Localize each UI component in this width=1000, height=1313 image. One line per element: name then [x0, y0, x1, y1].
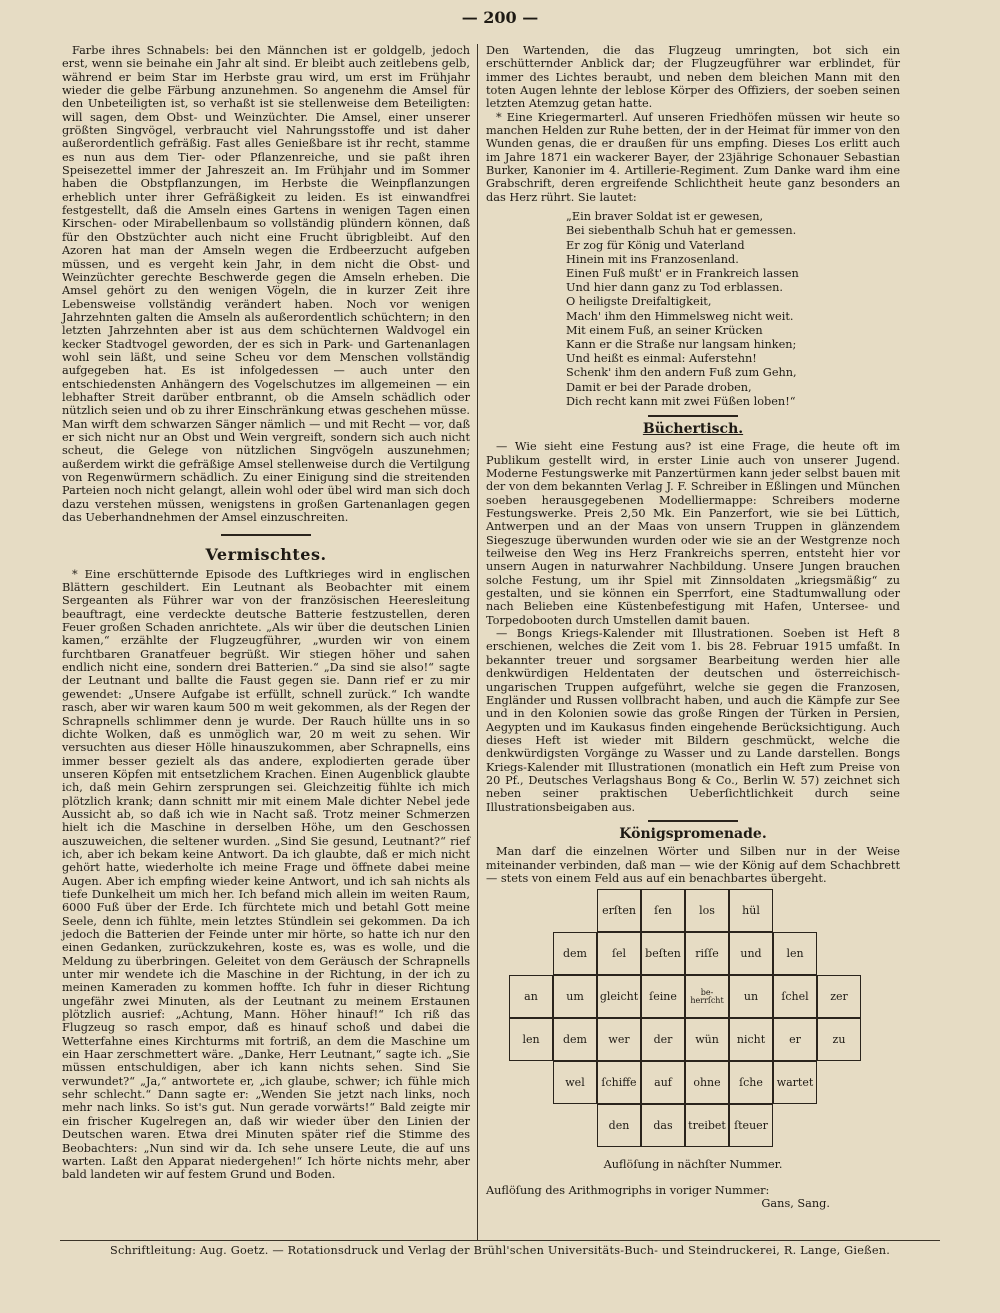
puzzle-cell: len — [509, 1018, 553, 1061]
puzzle-cell: nicht — [729, 1018, 773, 1061]
poem-line: Hinein mit ins Franzosenland. — [566, 252, 739, 266]
puzzle-caption: Auflöſung in nächſter Nummer. — [603, 1158, 783, 1172]
column-divider — [477, 44, 478, 1240]
puzzle-cell: riſſe — [685, 932, 729, 975]
puzzle-cell: wer — [597, 1018, 641, 1061]
puzzle-cell: treibet — [685, 1104, 729, 1147]
puzzle-cell: len — [773, 932, 817, 975]
solution-line: Auflöſung des Arithmogriphs in voriger Nummer: — [486, 1183, 770, 1197]
section-rule — [648, 415, 738, 417]
poem-line: Damit er bei der Parade droben, — [566, 380, 752, 394]
poem-line: Und heißt es einmal: Auferstehn! — [566, 352, 757, 366]
poem-line: Dich recht kann mit zwei Füßen loben!“ — [566, 394, 796, 408]
article-luftkrieg: * Eine erschütternde Episode des Luftkrieges wird in englischen Blättern geschildert. Ein Leutnant als Beobachter mit einem Sergeanten als Führer war von der französischen Heeresleitung beauftragt, eine verdeckte deutsche Batterie festzustellen, deren Feuer großen Schaden anrichtete. „Als wir über die deutschen Linien kamen,“ erzählte der Flugzeugführer, „wurden wir von einem furchtbaren Granatfeuer begrüßt. Wir stiegen höher und sahen endlich nicht eine, sondern drei Batterien.“ „Da sind sie also!“ sagte der Leutnant und ballte die Faust gegen sie. Dann rief er zu mir gewendet: „Unsere Aufgabe ist erfüllt, schnell zurück.“ Ich wandte rasch, aber wir waren kaum 500 m weit gekommen, als der Regen der Schrapnells schlimmer denn je wurde. Der Rauch hüllte uns in so dichte Wolken, daß es unmöglich war, 20 m weit zu sehen. Wir versuchten aus dieser Hölle hinauszukommen, aber Schrapnells, eins immer besser gezielt als das andere, explodierten gerade über unseren Köpfen mit entsetzlichem Krachen. Einen Augenblick glaubte ich, daß mein Gehirn zersprungen sei. Gleichzeitig fühlte ich mich plötzlich krank; dann schnitt mir mit einem Male dichter Nebel jede Aussicht ab, so daß ich wie in Nacht saß. Trotz meiner Schmerzen hielt ich die Maschine in derselben Höhe, um den Geschossen auszuweichen, die seltener wurden. „Sind Sie gesund, Leutnant?“ rief ich, aber ich bekam keine Antwort. Da ich glaubte, daß er mich nicht gehört hatte, wiederholte ich meine Frage und öffnete dabei meine Augen. Aber ich empfing wieder keine Antwort, und ich sah nichts als tiefe Dunkelheit um mich her. Ich befand mich allein im weiten Raum, 6000 Fuß über der Erde. Ich fürchtete mich und betahl Gott meine Seele, denn ich fühlte, mein letztes Stündlein sei gekommen. Da ich jedoch die Batterien der Feinde unter mir hörte, so hatte ich nur den einen Gedanken, zurückzukehren, koste es, was es wolle, und die Meldung zu überbringen. Geleitet von dem Geräusch der Schrapnells unter mir wendete ich die Maschine in der Richtung, in der ich zu meinen Kameraden zu kommen hoffte. Ich fuhr in dieser Richtung ungefähr zwei Minuten, als der Leutnant zu meinem Erstaunen plötzlich ausrief: „Achtung, Mann. Höher hinauf!“ Ich riß das Flugzeug so rasch empor, daß es hinauf schoß und dabei die Wetterfahne eines Kirchturms mit fortriß, an dem die Maschine um ein Haar zerschmettert wäre. „Danke, Herr Leutnant,“ sagte ich. „Sie müssen entschuldigen, aber ich kann nichts sehen. Sind Sie verwundet?“ „Ja,“ antwortete er, „ich glaube, schwer; ich fühle mich sehr schlecht.“ Dann sagte er: „Wenden Sie jetzt nach links, noch mehr nach links. So ist's gut. Nun gerade vorwärts!“ Bald zeigte mir ein frischer Kugelregen an, daß wir wieder über den Linien der Deutschen waren. Etwa drei Minuten später rief die Stimme des Beobachters: „Nun sind wir da. Ich sehe unsere Leute, die auf uns warten. Laßt den Apparat niedergehen!“ Ich hörte nichts mehr, aber bald landeten wir auf festem Grund und Boden. — [62, 567, 470, 1182]
puzzle-grid — [486, 889, 900, 1154]
article-kriegskalender: — Bongs Kriegs-Kalender mit Illustrationen. Soeben ist Heft 8 erschienen, welches die Zeit vom 1. bis 28. Februar 1915 umfaßt. In bekannter treuer und sorgsamer Bearbeitung werden hier alle denkwürdigen Heldentaten der deutschen und österreichisch-ungarischen Truppen aufgeführt, welche sie gegen die Franzosen, Engländer und Russen vollbracht haben, und auch die Kämpfe zur See und in den Kolonien sowie das große Ringen der Türken in Persien, Aegypten und im Kaukasus finden eingehende Berücksichtigung. Auch dieses Heft ist wieder mit Bildern geschmückt, welche die denkwürdigsten Vorgänge zu Wasser und zu Lande darstellen. Bongs Kriegs-Kalender mit Illustrationen (monatlich ein Heft zum Preise von 20 Pf., Deutsches Verlagshaus Bong & Co., Berlin W. 57) zeichnet sich neben seiner praktischen Ueberſichtlichkeit durch seine Illustrationsbeigaben aus. — [486, 627, 900, 814]
section-rule — [648, 820, 738, 822]
article-luftkrieg-continued: Den Wartenden, die das Flugzeug umringten, bot sich ein erschütternder Anblick dar; der Flugzeugführer war erblindet, für immer des Lichtes beraubt, und neben dem bleichen Mann mit den toten Augen lehnte der leblose Körper des Offiziers, der soeben seinen letzten Atemzug getan hatte. — [486, 44, 900, 111]
right-column — [486, 44, 900, 1210]
poem-line: Schenk' ihm den andern Fuß zum Gehn, — [566, 366, 797, 380]
puzzle-cell: auf — [641, 1061, 685, 1104]
section-heading-vermischtes: Vermischtes. — [205, 545, 327, 565]
puzzle-cell: der — [641, 1018, 685, 1061]
puzzle-cell: ohne — [685, 1061, 729, 1104]
footer-rule — [60, 1240, 940, 1241]
puzzle-cell: hül — [729, 889, 773, 932]
poem-line: Kann er die Straße nur langsam hinken; — [566, 337, 797, 351]
section-heading-koenigspromenade: Königspromenade. — [619, 825, 767, 842]
puzzle-cell: ſche — [729, 1061, 773, 1104]
page-number: — 200 — — [461, 8, 539, 27]
section-rule — [221, 534, 311, 536]
puzzle-cell: um — [553, 975, 597, 1018]
puzzle-cell: be-herrſcht — [685, 975, 729, 1018]
imprint-footer: Schriftleitung: Aug. Goetz. — Rotationsdruck und Verlag der Brühl'schen Universitäts-Buch- und Steindruckerei, R. Lange, Gießen. — [110, 1244, 890, 1257]
puzzle-cell: er — [773, 1018, 817, 1061]
poem-line: Bei siebenthalb Schuh hat er gemessen. — [566, 224, 797, 238]
puzzle-cell: den — [597, 1104, 641, 1147]
puzzle-cell: wel — [553, 1061, 597, 1104]
poem-line: Und hier dann ganz zu Tod erblassen. — [566, 281, 783, 295]
puzzle-cell: ſeine — [641, 975, 685, 1018]
article-festung: — Wie sieht eine Festung aus? ist eine Frage, die heute oft im Publikum gestellt wird, in erster Linie auch von unserer Jugend. Moderne Festungswerke mit Panzertürmen kann jeder selbst bauen mit der von dem bekannten Verlag J. F. Schreiber in Eßlingen und München soeben herausgegebenen Modelliermappe: Schreibers moderne Festungswerke. Preis 2,50 Mk. Ein Panzerfort, wie sie bei Lüttich, Antwerpen und an der Maas von unsern Truppen in glänzendem Siegeszuge überwunden wurden oder wie sie an der Westgrenze noch teilweise den Weg ins Herz Frankreichs sperren, entsteht hier vor unsern Augen in naturwahrer Nachbildung. Unsere Jungen brauchen solche Festung, um ihr Spiel mit Zinnsoldaten „kriegsmäßig“ zu gestalten, und sie können ein Sperrfort, eine Stadtumwallung oder nach Belieben eine Küstenbefestigung mit Hafen, Untersee- und Torpedobooten durch Umstellen damit bauen. — [486, 440, 900, 627]
puzzle-cell: ſteuer — [729, 1104, 773, 1147]
puzzle-cell: und — [729, 932, 773, 975]
puzzle-cell: an — [509, 975, 553, 1018]
section-heading-buechertisch: Büchertisch. — [642, 420, 744, 437]
puzzle-cell: un — [729, 975, 773, 1018]
puzzle-cell: das — [641, 1104, 685, 1147]
puzzle-cell: wün — [685, 1018, 729, 1061]
puzzle-cell: erſten — [597, 889, 641, 932]
article-kriegermarterl: * Eine Kriegermarterl. Auf unseren Friedhöfen müssen wir heute so manchen Helden zur Ruhe betten, der in der Heimat für immer von den Wunden genas, die er draußen für uns empfing. Dieses Los erlitt auch im Jahre 1871 ein wackerer Bayer, der 23jährige Schonauer Sebastian Burker, Kanonier im 4. Artillerie-Regiment. Zum Danke ward ihm eine Grabschrift, deren ergreifende Schlichtheit heute ganz besonders an das Herz rührt. Sie lautet: — [486, 110, 900, 204]
puzzle-cell: zer — [817, 975, 861, 1018]
puzzle-cell: ſen — [641, 889, 685, 932]
puzzle-cell: ſchel — [773, 975, 817, 1018]
puzzle-cell: beſten — [641, 932, 685, 975]
puzzle-cell: zu — [817, 1018, 861, 1061]
puzzle-cell: los — [685, 889, 729, 932]
puzzle-cell: gleicht — [597, 975, 641, 1018]
left-column — [62, 44, 470, 1182]
puzzle-intro: Man darf die einzelnen Wörter und Silben nur in der Weise miteinander verbinden, daß man — wie der König auf dem Schachbrett — stets von einem Feld aus auf ein benachbartes übergeht. — [486, 845, 900, 885]
puzzle-cell: dem — [553, 932, 597, 975]
poem-line: „Ein braver Soldat ist er gewesen, — [566, 210, 764, 224]
article-amsel: Farbe ihres Schnabels: bei den Männchen ist er goldgelb, jedoch erst, wenn sie beinahe ein Jahr alt sind. Er bleibt auch zeitlebens gelb, während er beim Star im Herbste grau wird, um erst im Frühjahr wieder die gelbe Färbung anzunehmen. So angenehm die Amsel für den Unbeteiligten ist, so verhaßt ist sie stellenweise dem Beteiligten: will sagen, dem Obst- und Weinzüchter. Die Amsel, einer unserer größten Singvögel, verbraucht viel Nahrungsstoffe und ist daher außerordentlich gefräßig. Fast alles Genießbare ist ihr recht, stamme es nun aus dem Tier- oder Pflanzenreiche, und sie paßt ihren Speisezettel immer der Jahreszeit an. Im Frühjahr und im Sommer haben die Obstpflanzungen, im Herbste die Weinpflanzungen erheblich unter ihrer Gefräßigkeit zu leiden. Es ist einwandfrei festgestellt, daß die Amseln eines Gartens in wenigen Tagen einen Kirschen- oder Mirabellenbaum so vollständig plündern können, daß für den Obstzüchter auch nicht eine Frucht übrigbleibt. Auf den Azoren hat man der Amseln wegen die Erdbeerzucht aufgeben müssen, und es vergeht kein Jahr, in dem nicht die Obst- und Weinzüchter gerechte Beschwerde gegen die Amseln erheben. Die Amsel gehört zu den wenigen Vögeln, die in kurzer Zeit ihre Lebensweise vollständig verändert haben. Noch vor wenigen Jahrzehnten galten die Amseln als außerordentlich schüchtern; in den letzten Jahrzehnten aber ist aus dem schüchternen Waldvogel ein kecker Stadtvogel geworden, der es sich in Park- und Gartenanlagen wohl sein läßt, und seine Scheu vor dem Menschen vollständig aufgegeben hat. Es ist infolgedessen — auch unter den entschiedensten Anhängern des Vogelschutzes im allgemeinen — ein lebhafter Streit darüber entbrannt, ob die Amseln schädlich oder nützlich seien und ob zu ihrer Einschränkung etwas geschehen müsse. Man wirft dem schwarzen Sänger nämlich — und mit Recht — vor, daß er sich nicht nur an Obst und Wein vergreift, sondern sich auch nicht scheut, die Gelege von nützlichen Singvögeln auszunehmen; außerdem wirkt die gefräßige Amsel stellenweise durch die Vertilgung von Regenwürmern schädlich. Zu einer Einigung sind die streitenden Parteien noch nicht gelangt, allein wohl oder übel wird man sich doch dazu verstehen müssen, wenigstens in großen Gartenanlagen gegen das Ueberhandnehmen der Amsel einzuschreiten. — [62, 44, 470, 525]
puzzle-cell: ſel — [597, 932, 641, 975]
puzzle-cell: wartet — [773, 1061, 817, 1104]
poem-line: O heiligste Dreifaltigkeit, — [566, 295, 712, 309]
poem-line: Mach' ihm den Himmelsweg nicht weit. — [566, 309, 794, 323]
puzzle-cell: ſchiffe — [597, 1061, 641, 1104]
poem-line: Er zog für König und Vaterland — [566, 238, 745, 252]
poem-line: Mit einem Fuß, an seiner Krücken — [566, 323, 763, 337]
grave-poem — [566, 210, 900, 409]
solution-answer: Gans, Sang. — [761, 1197, 830, 1210]
poem-line: Einen Fuß mußt' er in Frankreich lassen — [566, 266, 799, 280]
puzzle-cell: dem — [553, 1018, 597, 1061]
